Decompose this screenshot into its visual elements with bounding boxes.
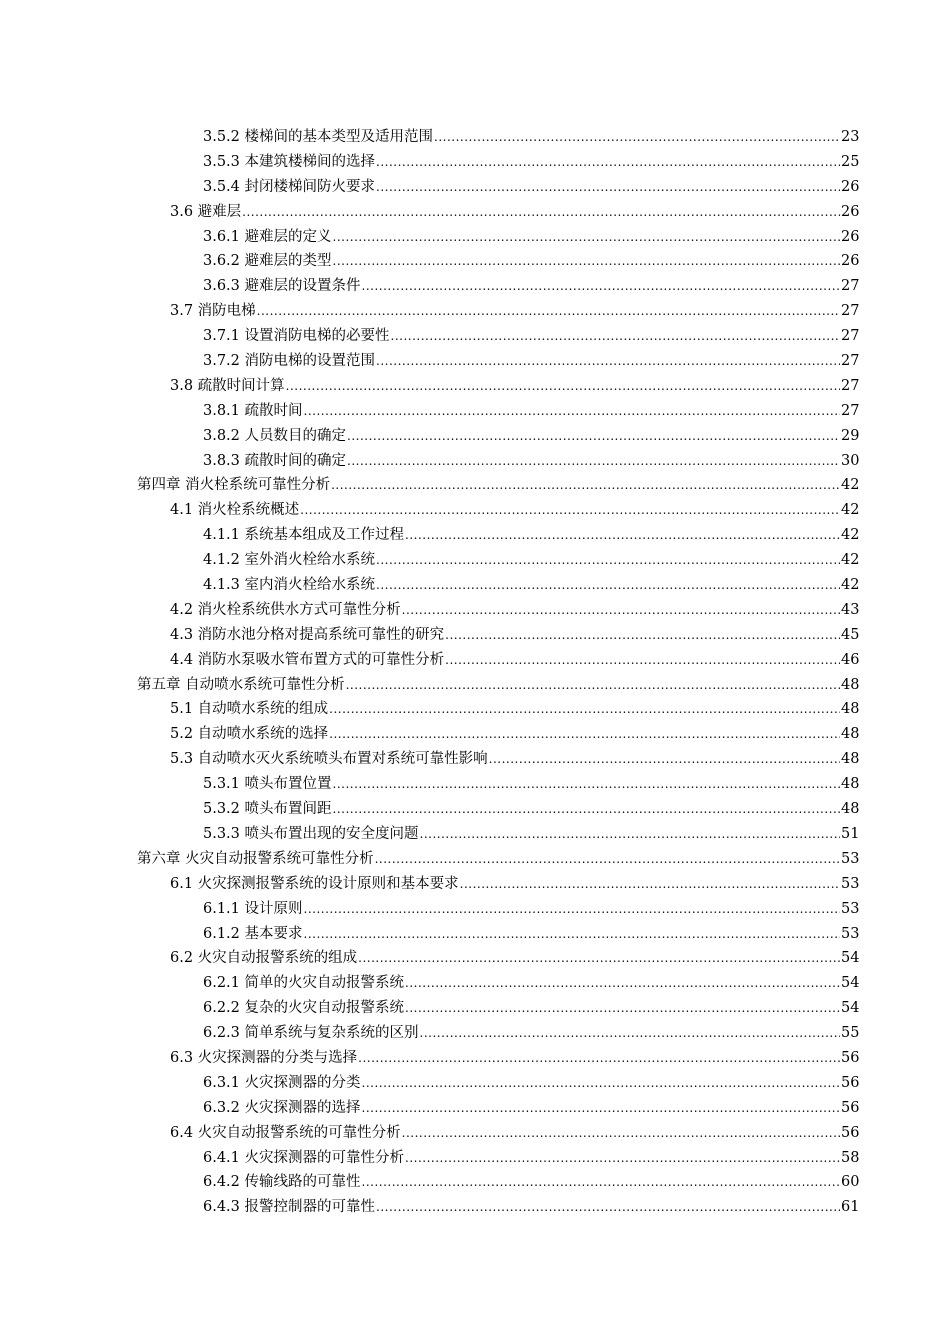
toc-dot-leader [405, 523, 840, 548]
toc-entry-title: 6.2 火灾自动报警系统的组成 [170, 950, 358, 967]
toc-entry-title: 6.4.3 报警控制器的可靠性 [203, 1199, 376, 1216]
toc-entry-title: 5.3.2 喷头布置间距 [203, 801, 332, 818]
toc-entry-title: 3.6 避难层 [170, 203, 242, 220]
toc-entry-page-number: 25 [841, 153, 860, 170]
toc-entry-page-number: 27 [841, 377, 860, 394]
toc-dot-leader [300, 498, 840, 523]
toc-entry-page-number: 27 [841, 303, 860, 320]
toc-entry[interactable] [0, 1170, 950, 1195]
toc-entry[interactable] [0, 548, 950, 573]
toc-entry-title: 3.5.4 封闭楼梯间防火要求 [203, 178, 376, 195]
toc-entry-title: 6.3.2 火灾探测器的选择 [203, 1099, 361, 1116]
toc-entry-page-number: 29 [841, 427, 860, 444]
toc-dot-leader [333, 797, 840, 822]
toc-entry-page-number: 48 [841, 726, 860, 743]
toc-dot-leader [402, 598, 840, 623]
toc-entry-title: 3.5.2 楼梯间的基本类型及适用范围 [203, 129, 434, 145]
toc-entry-title: 3.8.1 疏散时间 [203, 402, 303, 419]
toc-entry-title: 5.2 自动喷水系统的选择 [170, 726, 329, 743]
toc-entry-page-number: 54 [841, 950, 860, 967]
toc-entry[interactable] [0, 449, 950, 474]
toc-entry-title: 第六章 火灾自动报警系统可靠性分析 [137, 850, 374, 867]
toc-dot-leader [347, 449, 840, 474]
toc-entry-title: 4.2 消火栓系统供水方式可靠性分析 [170, 601, 401, 618]
toc-entry[interactable] [0, 648, 950, 673]
toc-dot-leader [420, 822, 840, 847]
toc-entry[interactable] [0, 971, 950, 996]
toc-entry-page-number: 42 [841, 577, 860, 594]
toc-dot-leader [489, 747, 840, 772]
toc-entry[interactable] [0, 175, 950, 200]
toc-entry-page-number: 26 [841, 253, 860, 270]
toc-entry[interactable] [0, 150, 950, 175]
toc-entry-title: 3.8 疏散时间计算 [170, 377, 285, 394]
toc-entry-title: 6.1.2 基本要求 [203, 925, 303, 942]
toc-entry[interactable] [0, 299, 950, 324]
toc-entry[interactable] [0, 498, 950, 523]
toc-entry-title: 3.8.2 人员数目的确定 [203, 427, 347, 444]
toc-entry-page-number: 53 [841, 850, 860, 867]
toc-dot-leader [358, 946, 840, 971]
toc-entry[interactable] [0, 1021, 950, 1046]
toc-entry-title: 6.4 火灾自动报警系统的可靠性分析 [170, 1124, 401, 1141]
toc-dot-leader [376, 573, 840, 598]
toc-dot-leader [405, 996, 840, 1021]
toc-entry-page-number: 42 [841, 477, 860, 494]
toc-entry[interactable] [0, 324, 950, 349]
toc-entry[interactable] [0, 822, 950, 847]
toc-entry-page-number: 55 [841, 1025, 860, 1042]
toc-entry[interactable] [0, 922, 950, 947]
toc-entry-title: 6.4.1 火灾探测器的可靠性分析 [203, 1149, 405, 1166]
toc-entry[interactable] [0, 1195, 950, 1220]
toc-entry-title: 5.3.1 喷头布置位置 [203, 776, 332, 793]
toc-entry-title: 4.1.3 室内消火栓给水系统 [203, 577, 376, 594]
toc-entry-title: 6.1.1 设计原则 [203, 900, 303, 917]
toc-entry[interactable] [0, 274, 950, 299]
toc-dot-leader [346, 673, 840, 698]
toc-entry-page-number: 60 [841, 1174, 860, 1191]
toc-entry-title: 3.7 消防电梯 [170, 303, 256, 320]
toc-dot-leader [257, 299, 840, 324]
toc-dot-leader [333, 225, 840, 250]
toc-dot-leader [445, 623, 840, 648]
toc-dot-leader [304, 399, 840, 424]
toc-dot-leader [362, 274, 840, 299]
toc-dot-leader [242, 200, 840, 225]
toc-entry-page-number: 53 [841, 900, 860, 917]
toc-entry[interactable] [0, 523, 950, 548]
toc-dot-leader [329, 722, 840, 747]
toc-entry-page-number: 27 [841, 402, 860, 419]
toc-entry-title: 第五章 自动喷水系统可靠性分析 [137, 676, 345, 693]
toc-dot-leader [375, 847, 840, 872]
toc-entry[interactable] [0, 747, 950, 772]
toc-dot-leader [376, 175, 840, 200]
toc-entry-title: 6.1 火灾探测报警系统的设计原则和基本要求 [170, 875, 459, 892]
toc-entry[interactable] [0, 225, 950, 250]
toc-entry-page-number: 56 [841, 1099, 860, 1116]
toc-entry-page-number: 58 [841, 1149, 860, 1166]
toc-entry-title: 4.1.1 系统基本组成及工作过程 [203, 527, 405, 544]
toc-entry[interactable] [0, 349, 950, 374]
toc-entry[interactable] [0, 797, 950, 822]
toc-dot-leader [333, 772, 840, 797]
toc-dot-leader [391, 324, 840, 349]
toc-dot-leader [376, 150, 840, 175]
toc-entry-title: 3.6.1 避难层的定义 [203, 228, 332, 245]
toc-dot-leader [333, 249, 840, 274]
toc-dot-leader [376, 349, 840, 374]
toc-entry[interactable] [0, 697, 950, 722]
toc-entry[interactable] [0, 1046, 950, 1071]
toc-entry-page-number: 48 [841, 776, 860, 793]
toc-entry-title: 3.6.2 避难层的类型 [203, 253, 332, 270]
toc-dot-leader [362, 1071, 840, 1096]
toc-entry-title: 6.2.2 复杂的火灾自动报警系统 [203, 1000, 405, 1017]
toc-dot-leader [460, 872, 840, 897]
toc-entry[interactable] [0, 1071, 950, 1096]
toc-entry-page-number: 53 [841, 875, 860, 892]
toc-dot-leader [405, 971, 840, 996]
toc-entry-title: 6.3 火灾探测器的分类与选择 [170, 1049, 358, 1066]
toc-entry-page-number: 23 [841, 129, 860, 145]
toc-entry-title: 第四章 消火栓系统可靠性分析 [137, 477, 331, 494]
toc-entry-title: 3.7.2 消防电梯的设置范围 [203, 353, 376, 370]
toc-dot-leader [420, 1021, 840, 1046]
toc-dot-leader [376, 1195, 840, 1220]
toc-entry[interactable] [0, 598, 950, 623]
toc-entry[interactable] [0, 473, 950, 498]
toc-entry-title: 3.6.3 避难层的设置条件 [203, 278, 361, 295]
toc-entry[interactable] [0, 424, 950, 449]
toc-entry-page-number: 45 [841, 626, 860, 643]
toc-entry-page-number: 54 [841, 975, 860, 992]
toc-entry[interactable] [0, 673, 950, 698]
toc-entry[interactable] [0, 200, 950, 225]
toc-entry-title: 5.3 自动喷水灭火系统喷头布置对系统可靠性影响 [170, 751, 488, 768]
toc-dot-leader [445, 648, 840, 673]
toc-entry[interactable] [0, 872, 950, 897]
toc-entry[interactable] [0, 125, 950, 150]
toc-entry-page-number: 46 [841, 651, 860, 668]
toc-entry-page-number: 48 [841, 801, 860, 818]
table-of-contents [0, 125, 950, 1220]
toc-entry-title: 6.4.2 传输线路的可靠性 [203, 1174, 361, 1191]
toc-entry-page-number: 56 [841, 1124, 860, 1141]
toc-entry-page-number: 26 [841, 228, 860, 245]
toc-entry[interactable] [0, 399, 950, 424]
toc-entry[interactable] [0, 897, 950, 922]
toc-entry-title: 3.5.3 本建筑楼梯间的选择 [203, 153, 376, 170]
toc-entry-title: 6.3.1 火灾探测器的分类 [203, 1074, 361, 1091]
toc-entry-page-number: 27 [841, 328, 860, 345]
toc-entry-page-number: 27 [841, 278, 860, 295]
toc-dot-leader [331, 473, 840, 498]
toc-entry-page-number: 42 [841, 527, 860, 544]
toc-entry[interactable] [0, 847, 950, 872]
toc-entry-title: 3.7.1 设置消防电梯的必要性 [203, 328, 390, 345]
toc-dot-leader [434, 125, 840, 150]
toc-dot-leader [362, 1096, 840, 1121]
toc-entry-page-number: 27 [841, 353, 860, 370]
toc-entry[interactable] [0, 374, 950, 399]
toc-dot-leader [362, 1170, 840, 1195]
toc-dot-leader [347, 424, 840, 449]
toc-entry-title: 3.8.3 疏散时间的确定 [203, 452, 347, 469]
toc-entry-title: 6.2.3 简单系统与复杂系统的区别 [203, 1025, 419, 1042]
toc-entry-page-number: 42 [841, 552, 860, 569]
toc-dot-leader [329, 697, 840, 722]
toc-dot-leader [286, 374, 840, 399]
toc-entry-page-number: 56 [841, 1074, 860, 1091]
toc-entry-page-number: 48 [841, 701, 860, 718]
toc-entry-title: 5.1 自动喷水系统的组成 [170, 701, 329, 718]
toc-entry-title: 4.1 消火栓系统概述 [170, 502, 300, 519]
toc-entry[interactable] [0, 573, 950, 598]
toc-entry-page-number: 54 [841, 1000, 860, 1017]
toc-entry[interactable] [0, 996, 950, 1021]
toc-dot-leader [304, 897, 840, 922]
toc-entry[interactable] [0, 772, 950, 797]
toc-dot-leader [358, 1046, 840, 1071]
toc-entry-page-number: 51 [841, 825, 860, 842]
toc-dot-leader [376, 548, 840, 573]
toc-entry-page-number: 48 [841, 751, 860, 768]
toc-entry-page-number: 53 [841, 925, 860, 942]
toc-entry-title: 4.1.2 室外消火栓给水系统 [203, 552, 376, 569]
toc-dot-leader [304, 922, 840, 947]
toc-entry-title: 4.4 消防水泵吸水管布置方式的可靠性分析 [170, 651, 445, 668]
toc-entry-page-number: 61 [841, 1199, 860, 1216]
toc-entry-page-number: 30 [841, 452, 860, 469]
toc-entry-page-number: 26 [841, 178, 860, 195]
toc-entry[interactable] [0, 722, 950, 747]
toc-entry-title: 5.3.3 喷头布置出现的安全度问题 [203, 825, 419, 842]
toc-entry[interactable] [0, 1146, 950, 1171]
toc-entry-page-number: 42 [841, 502, 860, 519]
toc-entry-page-number: 56 [841, 1049, 860, 1066]
toc-entry[interactable] [0, 946, 950, 971]
toc-entry-page-number: 43 [841, 601, 860, 618]
toc-entry[interactable] [0, 623, 950, 648]
toc-dot-leader [402, 1121, 840, 1146]
toc-entry-page-number: 26 [841, 203, 860, 220]
toc-entry-title: 6.2.1 简单的火灾自动报警系统 [203, 975, 405, 992]
toc-entry[interactable] [0, 1096, 950, 1121]
toc-entry-page-number: 48 [841, 676, 860, 693]
toc-dot-leader [405, 1146, 840, 1171]
toc-entry[interactable] [0, 249, 950, 274]
toc-entry[interactable] [0, 1121, 950, 1146]
toc-entry-title: 4.3 消防水池分格对提高系统可靠性的研究 [170, 626, 445, 643]
